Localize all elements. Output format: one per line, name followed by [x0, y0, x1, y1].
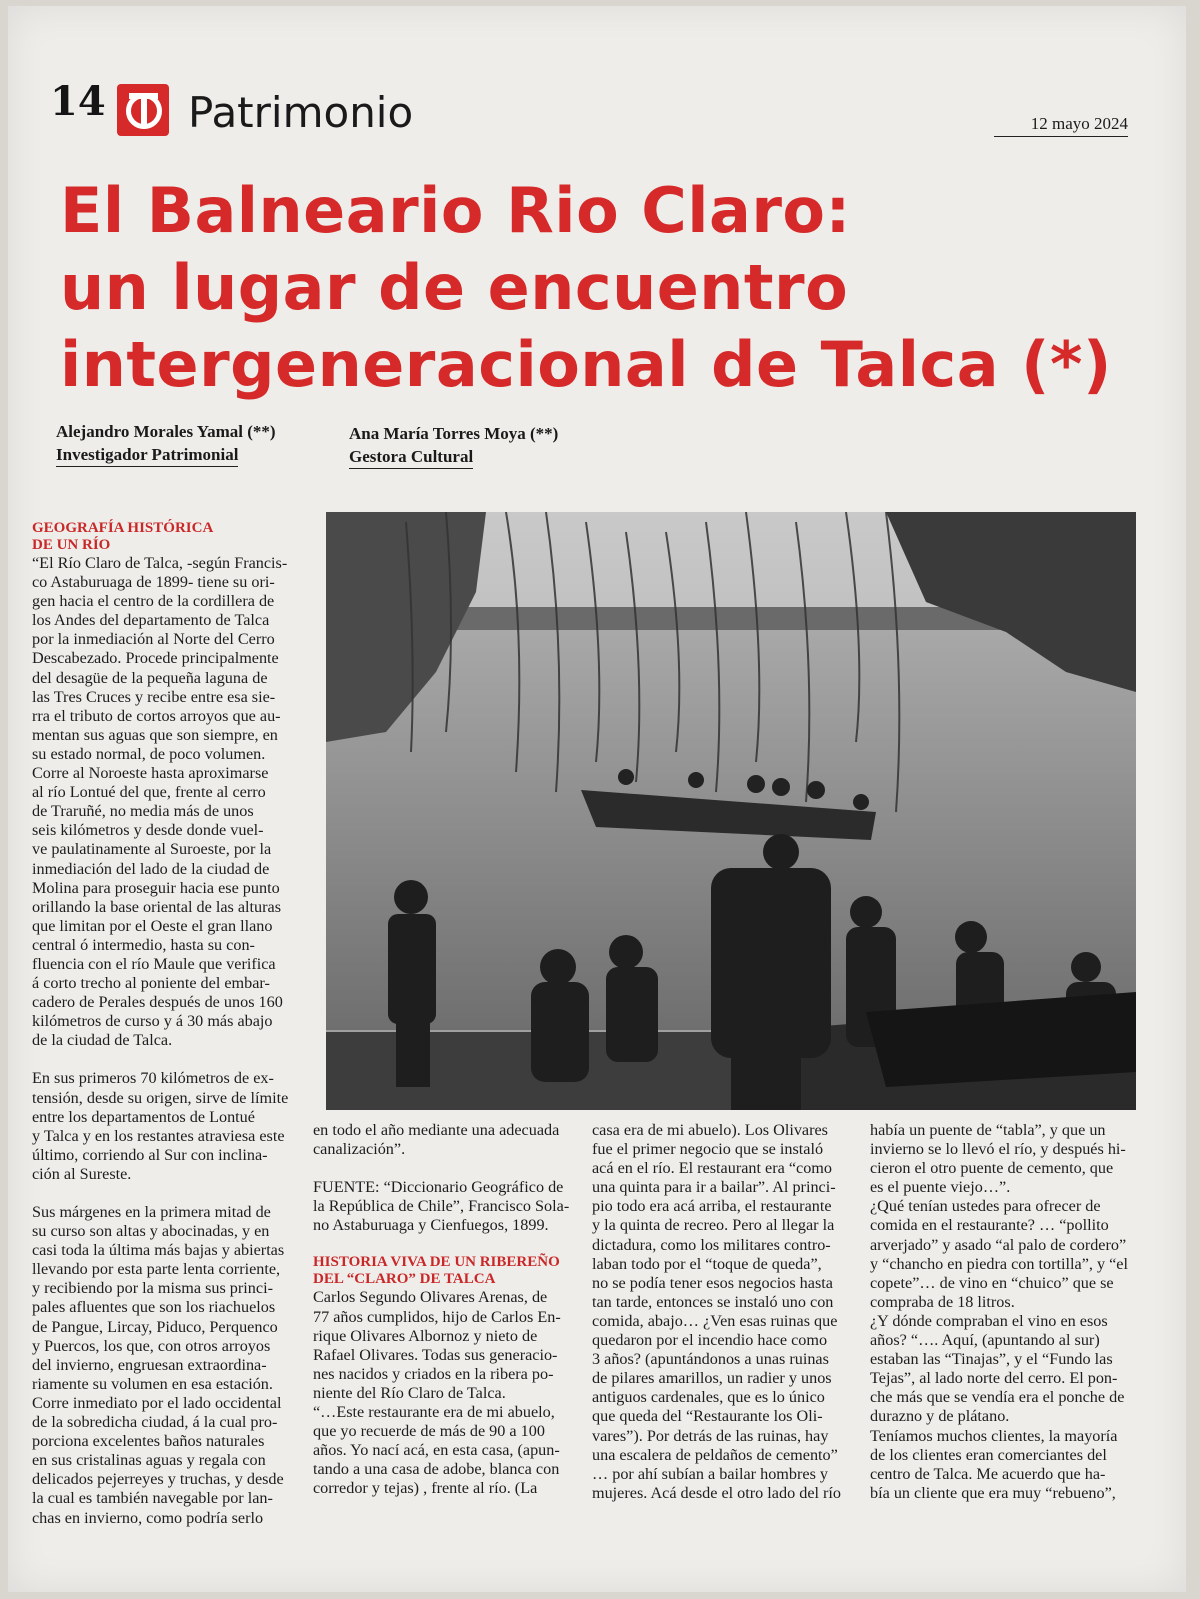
- text-line: riamente su volumen en esa estación.: [32, 1374, 273, 1393]
- text-line: y “chancho en piedra con tortilla”, y “el: [870, 1254, 1128, 1273]
- text-line: entre los departamentos de Lontué: [32, 1107, 255, 1126]
- text-line: … por ahí subían a bailar hombres y: [592, 1464, 829, 1483]
- text-line: las Tres Cruces y recibe entre esa sie-: [32, 687, 276, 706]
- river-photo: [326, 512, 1136, 1110]
- text-line: su estado normal, de poco volumen.: [32, 744, 266, 763]
- text-line: llevando por esta parte lenta corriente,: [32, 1260, 281, 1279]
- author-name: Alejandro Morales Yamal (**): [56, 422, 276, 441]
- text-line: años? “…. Aquí, (apuntando al sur): [870, 1331, 1100, 1350]
- text-line: compraba de 18 litros.: [870, 1292, 1015, 1311]
- text-line: En sus primeros 70 kilómetros de ex-: [32, 1069, 274, 1088]
- section-subhead: GEOGRAFÍA HISTÓRICA DE UN RÍO: [32, 520, 214, 553]
- text-line: en sus cristalinas aguas y regala con: [32, 1451, 266, 1470]
- text-line: mentan sus aguas que son siempre, en: [32, 725, 278, 744]
- page-number: 14: [50, 78, 106, 125]
- text-line: por la inmediación al Norte del Cerro: [32, 630, 275, 649]
- text-line: al río Lontué del que, frente al cerro: [32, 783, 266, 802]
- article-headline: [60, 172, 1170, 403]
- newspaper-logo: [117, 84, 169, 136]
- text-line: no Astaburuaga y Cienfuegos, 1899.: [313, 1216, 549, 1235]
- text-line: dictadura, como los militares contro-: [592, 1235, 831, 1254]
- text-line: en todo el año mediante una adecuada: [313, 1121, 560, 1139]
- text-line: Corre inmediato por el lado occidental: [32, 1393, 282, 1412]
- text-line: central ó intermedio, hasta su con-: [32, 935, 255, 954]
- article-column-3: [592, 1121, 860, 1503]
- text-line: seis kilómetros y desde donde vuel-: [32, 821, 264, 840]
- text-line: de la ciudad de Talca.: [32, 1031, 173, 1050]
- paragraph: [313, 1121, 581, 1159]
- text-line: pio todo era acá arriba, el restaurante: [592, 1197, 832, 1216]
- text-line: último, corriendo al Sur con inclina-: [32, 1145, 268, 1164]
- paragraph: [592, 1121, 860, 1503]
- text-line: fue el primer negocio que se instaló: [592, 1140, 824, 1159]
- text-line: del invierno, engruesan extraordina-: [32, 1355, 267, 1374]
- text-line: del desagüe de la pequeña laguna de: [32, 668, 268, 687]
- text-line: ¿Y dónde compraban el vino en esos: [870, 1311, 1108, 1330]
- text-line: los Andes del departamento de Talca: [32, 611, 270, 630]
- newspaper-page: [8, 6, 1186, 1592]
- text-line: había un puente de “tabla”, y que un: [870, 1121, 1106, 1139]
- text-line: arverjado” y asado “al palo de cordero”: [870, 1235, 1127, 1254]
- article-column-2: [313, 1121, 581, 1499]
- text-line: 77 años cumplidos, hijo de Carlos En-: [313, 1307, 561, 1326]
- text-line: canalización”.: [313, 1140, 406, 1159]
- text-line: 3 años? (apuntándonos a unas ruinas: [592, 1350, 829, 1369]
- text-line: quedaron por el incendio hace como: [592, 1331, 828, 1350]
- text-line: chas en invierno, como podría serlo: [32, 1508, 264, 1527]
- text-line: y recibiendo por la misma sus princi-: [32, 1279, 273, 1298]
- river-photo-drawing: [326, 512, 1136, 1110]
- text-line: de Pangue, Lircay, Piduco, Perquenco: [32, 1317, 278, 1336]
- text-line: rra el tributo de cortos arroyos que au-: [32, 706, 281, 725]
- text-line: Descabezado. Procede principalmente: [32, 649, 279, 668]
- text-line: gen hacia el centro de la cordillera de: [32, 592, 275, 611]
- text-line: centro de Talca. Me acuerdo que ha-: [870, 1464, 1106, 1483]
- text-line: orillando la base oriental de las alturas: [32, 897, 282, 916]
- article-column-4: [870, 1121, 1138, 1503]
- text-line: estaban las “Tinajas”, y el “Fundo las: [870, 1350, 1113, 1369]
- text-line: no se podía tener esos negocios hasta: [592, 1273, 833, 1292]
- text-line: laban todo por el “toque de queda”,: [592, 1254, 822, 1273]
- headline-line: intergeneracional de Talca (*): [60, 328, 1112, 401]
- text-line: che más que se vendía era el ponche de: [870, 1388, 1125, 1407]
- text-line: cieron el otro puente de cemento, que: [870, 1159, 1114, 1178]
- headline-line: El Balneario Rio Claro:: [60, 174, 851, 247]
- author-role: Investigador Patrimonial: [56, 443, 238, 467]
- section-subhead: HISTORIA VIVA DE UN RIBEREÑO DEL “CLARO” DE TALCA: [313, 1254, 560, 1288]
- text-line: acá en el río. El restaurant era “como: [592, 1159, 832, 1178]
- text-line: kilómetros de curso y á 30 más abajo: [32, 1012, 273, 1031]
- text-line: ve paulatinamente al Suroeste, por la: [32, 840, 272, 859]
- text-line: Sus márgenes en la primera mitad de: [32, 1203, 271, 1221]
- text-line: casa era de mi abuelo). Los Olivares: [592, 1121, 828, 1139]
- text-line: corredor y tejas) , frente al río. (La: [313, 1479, 538, 1498]
- text-line: que queda del “Restaurante los Oli-: [592, 1407, 823, 1426]
- text-line: delicados pejerreyes y truchas, y desde: [32, 1470, 284, 1489]
- text-line: “El Río Claro de Talca, -según Francis-: [32, 554, 288, 572]
- text-line: comida, abajo… ¿Ven esas ruinas que: [592, 1311, 838, 1330]
- text-line: cadero de Perales después de unos 160: [32, 993, 283, 1012]
- text-line: tando a una casa de adobe, blanca con: [313, 1460, 560, 1479]
- text-line: es el puente viejo…”.: [870, 1178, 1011, 1197]
- text-line: Carlos Segundo Olivares Arenas, de: [313, 1288, 548, 1307]
- source-note: [313, 1178, 581, 1235]
- author-name: Ana María Torres Moya (**): [349, 424, 559, 443]
- text-line: Rafael Olivares. Todas sus generacio-: [313, 1345, 558, 1364]
- paragraph: [32, 1069, 308, 1184]
- author-role: Gestora Cultural: [349, 445, 473, 469]
- text-line: tensión, desde su origen, sirve de límite: [32, 1088, 289, 1107]
- text-line: co Astaburuaga de 1899- tiene su ori-: [32, 573, 275, 592]
- text-line: la cual es también navegable por lan-: [32, 1489, 273, 1508]
- text-line: ción al Sureste.: [32, 1164, 132, 1183]
- text-line: Molina para proseguir hacia ese punto: [32, 878, 280, 897]
- text-line: antiguos cardenales, que es lo único: [592, 1388, 825, 1407]
- paragraph: [870, 1121, 1138, 1503]
- text-line: Teníamos muchos clientes, la mayoría: [870, 1426, 1118, 1445]
- text-line: mujeres. Acá desde el otro lado del río: [592, 1483, 842, 1502]
- text-line: fluencia con el río Maule que verifica: [32, 954, 276, 973]
- text-line: y Talca y en los restantes atraviesa este: [32, 1126, 285, 1145]
- text-line: FUENTE: “Diccionario Geográfico de: [313, 1178, 564, 1197]
- text-line: que limitan por el Oeste el gran llano: [32, 916, 273, 935]
- text-line: una escalera de peldaños de cemento”: [592, 1445, 838, 1464]
- author-byline: [349, 422, 558, 469]
- paragraph: [32, 554, 308, 1050]
- text-line: bía un cliente que era muy “rebueno”,: [870, 1483, 1116, 1502]
- text-line: Tejas”, al lado norte del cerro. El pon-: [870, 1369, 1118, 1388]
- text-line: ¿Qué tenían ustedes para ofrecer de: [870, 1197, 1101, 1216]
- text-line: á corto trecho al poniente del embar-: [32, 974, 270, 993]
- text-line: que yo recuerde de más de 90 a 100: [313, 1422, 545, 1441]
- text-line: su curso son altas y abocinadas, y en: [32, 1222, 270, 1241]
- text-line: porciona excelentes baños naturales: [32, 1432, 265, 1451]
- text-line: rique Olivares Albornoz y nieto de: [313, 1326, 538, 1345]
- section-title: Patrimonio: [188, 88, 414, 137]
- text-line: inmediación del lado de la ciudad de: [32, 859, 270, 878]
- text-line: la República de Chile”, Francisco Sola-: [313, 1197, 570, 1216]
- paragraph: [32, 1203, 308, 1528]
- text-line: casi toda la última más bajas y abiertas: [32, 1241, 285, 1260]
- text-line: comida en el restaurante? … “pollito: [870, 1216, 1109, 1235]
- text-line: invierno se lo llevó el río, y después hi-: [870, 1140, 1126, 1159]
- text-line: una quinta para ir a bailar”. Al princi-: [592, 1178, 836, 1197]
- text-line: vares”). Por detrás de las ruinas, hay: [592, 1426, 829, 1445]
- text-line: nes nacidos y criados en la ribera po-: [313, 1364, 554, 1383]
- text-line: pales afluentes que son los riachuelos: [32, 1298, 276, 1317]
- issue-date: 12 mayo 2024: [994, 114, 1128, 137]
- text-line: de la sobredicha ciudad, á la cual pro-: [32, 1413, 278, 1432]
- text-line: Corre al Noroeste hasta aproximarse: [32, 764, 269, 783]
- text-line: y Puercos, los que, con otros arroyos: [32, 1336, 271, 1355]
- article-column-1: [32, 520, 308, 1528]
- text-line: “…Este restaurante era de mi abuelo,: [313, 1403, 555, 1422]
- text-line: de Traruñé, no media más de unos: [32, 802, 254, 821]
- paragraph: [313, 1288, 581, 1498]
- text-line: años. Yo nací acá, en esta casa, (apun-: [313, 1441, 560, 1460]
- text-line: durazno y de plátano.: [870, 1407, 1010, 1426]
- text-line: de pilares amarillos, un radier y unos: [592, 1369, 832, 1388]
- text-line: tan tarde, entonces se instaló uno con: [592, 1292, 834, 1311]
- text-line: de los clientes eran comerciantes del: [870, 1445, 1107, 1464]
- text-line: y la quinta de recreo. Pero al llegar la: [592, 1216, 835, 1235]
- headline-line: un lugar de encuentro: [60, 251, 849, 324]
- author-byline: [56, 420, 276, 467]
- text-line: copete”… de vino en “chuico” que se: [870, 1273, 1114, 1292]
- text-line: niente del Río Claro de Talca.: [313, 1383, 506, 1402]
